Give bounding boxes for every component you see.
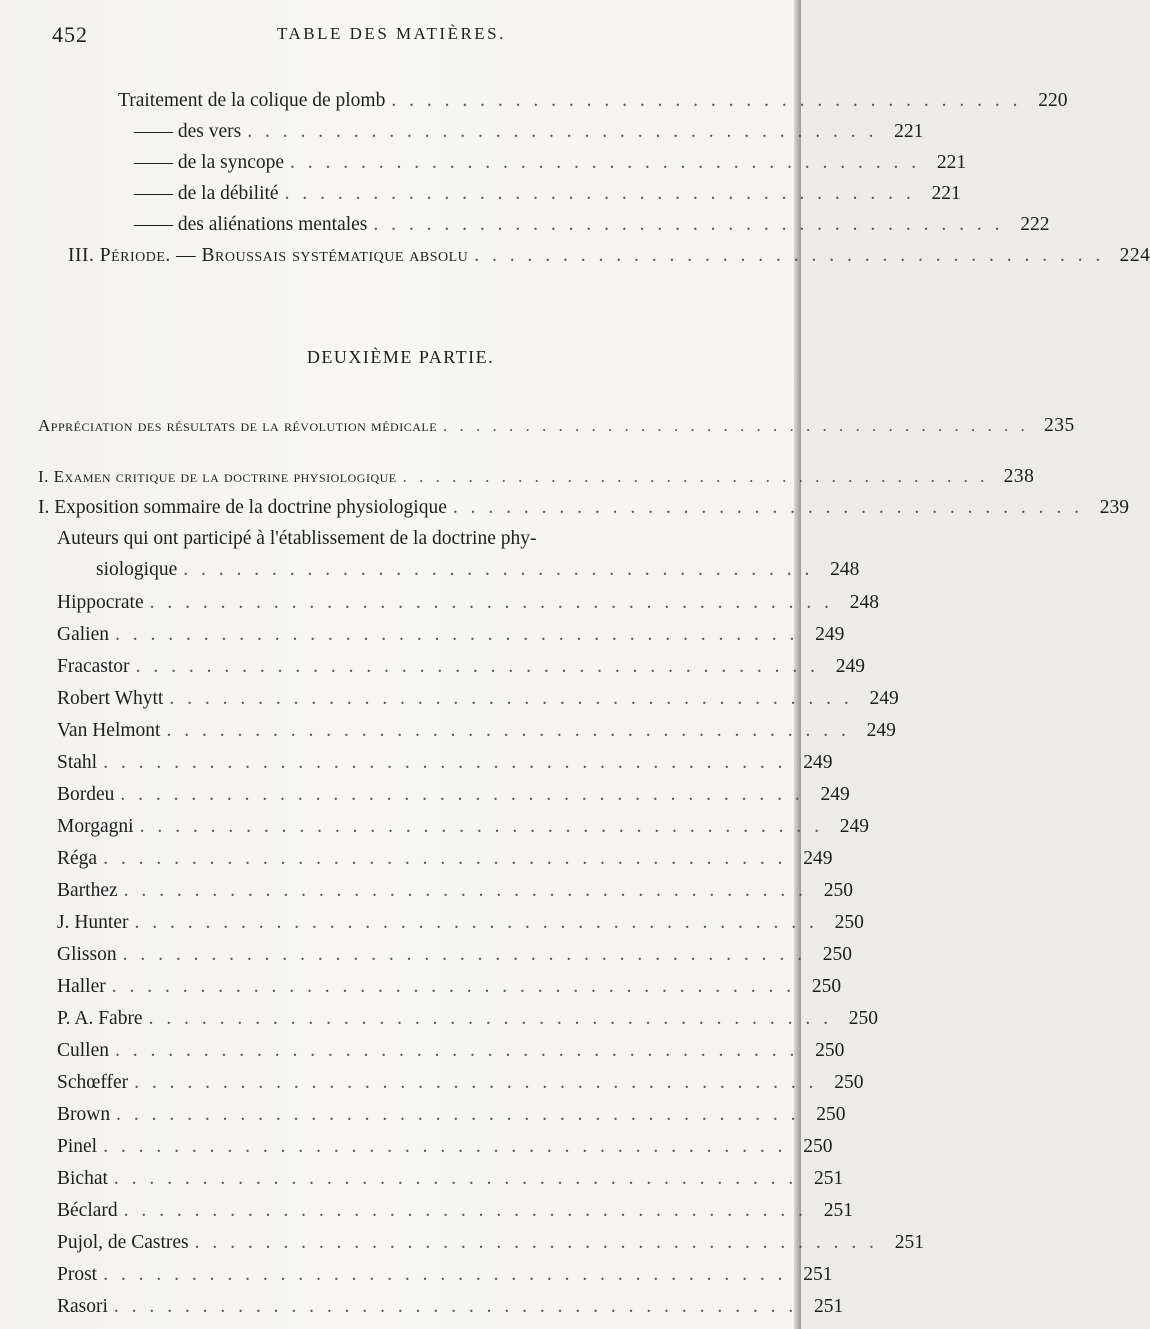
toc-entry	[57, 1200, 854, 1230]
toc-entry	[57, 1104, 846, 1134]
toc-entry-label: Béclard	[57, 1200, 118, 1221]
leader-dots: . . . . . . . . . . . . . . . . . . . . . . . . . . . . . . . . . . . .	[247, 121, 878, 142]
toc-entry-page: 250	[848, 1008, 878, 1029]
toc-entry-subsection	[38, 497, 1130, 527]
page-header	[52, 22, 752, 52]
part-title: DEUXIÈME PARTIE.	[306, 347, 495, 367]
toc-entry-page: 249	[803, 848, 833, 869]
toc-entry-label: Galien	[57, 624, 109, 645]
toc-entry	[134, 183, 961, 213]
toc-entry	[57, 1168, 844, 1198]
toc-entry-label: Glisson	[57, 944, 117, 965]
toc-entry-page: 221	[931, 183, 961, 204]
toc-entry-page: 251	[894, 1232, 924, 1253]
toc-entry-page: 250	[822, 944, 852, 965]
toc-entry-page: 251	[823, 1200, 854, 1221]
leader-dots: . . . . . . . . . . . . . . . . . . . . . . . . . . . . . . . . . . . .	[391, 90, 1022, 111]
leader-dots: . . . . . . . . . . . . . . . . . . . . . . . . . . . . . . . . . . . . . . .	[113, 1296, 798, 1317]
leader-dots: . . . . . . . . . . . . . . . . . . . . . . . . . . . . . . . . . . . .	[373, 214, 1004, 235]
leader-dots: . . . . . . . . . . . . . . . . . . . . . . . . . . . . . . . . . . . . . . .	[122, 944, 806, 965]
toc-entry-section	[38, 466, 1035, 496]
toc-entry-page: 224	[1119, 245, 1150, 266]
toc-entry-page: 250	[816, 1104, 846, 1125]
toc-entry	[57, 624, 845, 654]
toc-entry-page: 249	[820, 784, 850, 805]
leader-dots: . . . . . . . . . . . . . . . . . . . . . . . . . . . . . . . . . . . .	[183, 559, 814, 580]
authors-intro-line	[57, 528, 737, 558]
toc-entry	[57, 656, 865, 686]
toc-entry-label: J. Hunter	[57, 912, 129, 933]
leader-dots: . . . . . . . . . . . . . . . . . . . . . . . . . . . . . . . . . . . . . . .	[103, 1264, 787, 1285]
toc-entry-page: 220	[1038, 90, 1068, 111]
toc-entry	[57, 1008, 878, 1038]
toc-entry-label: Haller	[57, 976, 106, 997]
leader-dots: . . . . . . . . . . . . . . . . . . . . . . . . . . . . . . . . . . . . . . .	[120, 784, 804, 805]
toc-entry-label: Van Helmont	[57, 720, 161, 741]
toc-entry	[57, 720, 896, 750]
toc-entry-label: Pinel	[57, 1136, 98, 1157]
toc-entry	[57, 816, 869, 846]
toc-entry-label: Appréciation des résultats de la révolution médicale	[38, 416, 438, 435]
running-title: TABLE DES MATIÈRES.	[277, 24, 506, 43]
leader-dots: . . . . . . . . . . . . . . . . . . . . . . . . . . . . . . . . . . . . . . .	[123, 1200, 808, 1221]
toc-entry-label: Pujol, de Castres	[57, 1232, 189, 1253]
toc-entry-page: 222	[1020, 214, 1050, 235]
leader-dots: . . . . . . . . . . . . . . . . . . . . . . . . . . . . . . . . . . . . . . .	[149, 592, 834, 613]
toc-entry-page: 238	[1003, 466, 1035, 487]
toc-entry-page: 221	[894, 121, 924, 142]
toc-entry-page: 250	[834, 912, 864, 933]
toc-entry-label: Traitement de la colique de plomb	[118, 90, 386, 111]
leader-dots: . . . . . . . . . . . . . . . . . . . . . . . . . . . . . . . . . . . . . . .	[194, 1232, 878, 1253]
toc-entry	[134, 152, 967, 182]
toc-entry	[57, 912, 864, 942]
toc-entry-label: Auteurs qui ont participé à l'établissement de la doctrine phy-	[57, 528, 537, 549]
toc-entry-label: Fracastor	[57, 656, 130, 677]
toc-entry	[57, 848, 833, 878]
toc-entry-label: Réga	[57, 848, 98, 869]
leader-dots: . . . . . . . . . . . . . . . . . . . . . . . . . . . . . . . . . . . . . . .	[135, 656, 819, 677]
toc-entry	[57, 1296, 844, 1326]
toc-entry-page: 251	[814, 1168, 844, 1189]
leader-dots: . . . . . . . . . . . . . . . . . . . . . . . . . . . . . . . . . . . . . . .	[169, 688, 853, 709]
toc-entry	[57, 944, 852, 974]
toc-entry-label: Morgagni	[57, 816, 134, 837]
toc-entry	[96, 559, 860, 589]
toc-entry	[134, 214, 1050, 244]
toc-entry-page: 249	[866, 720, 896, 741]
toc-entry-label: I. Examen critique de la doctrine physiologique	[38, 467, 397, 486]
leader-dots: . . . . . . . . . . . . . . . . . . . . . . . . . . . . . . . . . . . .	[474, 245, 1105, 266]
page-number: 452	[52, 22, 88, 47]
leader-dots: . . . . . . . . . . . . . . . . . . . . . . . . . . . . . . . . . . . . . . .	[139, 816, 823, 837]
toc-entry	[57, 1232, 924, 1262]
toc-entry-label: Schœffer	[57, 1072, 129, 1093]
toc-entry-page: 251	[814, 1296, 844, 1317]
toc-entry-label: Stahl	[57, 752, 98, 773]
leader-dots: . . . . . . . . . . . . . . . . . . . . . . . . . . . . . . . . . . . .	[284, 183, 915, 204]
leader-dots: . . . . . . . . . . . . . . . . . . . . . . . . . . . . . . . . . . . . . . .	[116, 1104, 800, 1125]
toc-entry-page: 248	[830, 559, 860, 580]
toc-entry-label: Prost	[57, 1264, 98, 1285]
leader-dots: . . . . . . . . . . . . . . . . . . . . . . . . . . . . . . . . . . . . . . .	[111, 976, 796, 997]
toc-entry-label: —— des aliénations mentales	[134, 214, 368, 235]
leader-dots: . . . . . . . . . . . . . . . . . . . . . . . . . . . . . . . . . . . .	[443, 416, 1029, 435]
toc-entry-page: 250	[803, 1136, 833, 1157]
toc-entry-appreciation	[38, 415, 1075, 445]
toc-entry-label: Bichat	[57, 1168, 108, 1189]
toc-entry-page: 249	[803, 752, 833, 773]
toc-entry-page: 250	[811, 976, 842, 997]
toc-entry-label: P. A. Fabre	[57, 1008, 143, 1029]
toc-entry-label: —— des vers	[134, 121, 242, 142]
toc-entry	[134, 121, 924, 151]
leader-dots: . . . . . . . . . . . . . . . . . . . . . . . . . . . . . . . . . . . . . . .	[103, 848, 787, 869]
toc-entry-label: Barthez	[57, 880, 118, 901]
leader-dots: . . . . . . . . . . . . . . . . . . . . . . . . . . . . . . . . . . . . . . .	[114, 624, 799, 645]
toc-entry-label: Hippocrate	[57, 592, 144, 613]
toc-entry-label: Rasori	[57, 1296, 108, 1317]
toc-entry	[57, 1264, 833, 1294]
toc-entry-page: 249	[839, 816, 869, 837]
toc-entry	[57, 880, 854, 910]
toc-entry-label: III. Période. — Broussais systématique absolu	[68, 245, 469, 266]
toc-entry-label: Brown	[57, 1104, 111, 1125]
toc-entry-period	[68, 245, 1150, 275]
leader-dots: . . . . . . . . . . . . . . . . . . . . . . . . . . . . . . . . . . . . . . .	[115, 1040, 799, 1061]
toc-entry-page: 249	[815, 624, 845, 645]
toc-entry	[57, 1040, 845, 1070]
toc-entry	[57, 592, 880, 622]
toc-entry-page: 239	[1099, 497, 1130, 518]
toc-entry-label: Bordeu	[57, 784, 115, 805]
toc-entry-page: 251	[803, 1264, 833, 1285]
leader-dots: . . . . . . . . . . . . . . . . . . . . . . . . . . . . . . . . . . . . . . .	[134, 912, 818, 933]
toc-entry-label: Cullen	[57, 1040, 109, 1061]
toc-entry-label: siologique	[96, 559, 178, 580]
leader-dots: . . . . . . . . . . . . . . . . . . . . . . . . . . . . . . . . . . . . . . .	[166, 720, 850, 741]
toc-entry-page: 249	[835, 656, 865, 677]
leader-dots: . . . . . . . . . . . . . . . . . . . . . . . . . . . . . . . . . . . .	[402, 467, 989, 486]
toc-entry	[57, 752, 833, 782]
toc-entry-page: 248	[849, 592, 880, 613]
leader-dots: . . . . . . . . . . . . . . . . . . . . . . . . . . . . . . . . . . . .	[452, 497, 1084, 518]
toc-entry	[57, 976, 842, 1006]
toc-entry	[57, 1072, 864, 1102]
leader-dots: . . . . . . . . . . . . . . . . . . . . . . . . . . . . . . . . . . . . . . .	[123, 880, 808, 901]
toc-entry-page: 250	[815, 1040, 845, 1061]
toc-entry-label: I. Exposition sommaire de la doctrine physiologique	[38, 497, 447, 518]
toc-entry-label: Robert Whytt	[57, 688, 164, 709]
toc-entry-label: —— de la syncope	[134, 152, 285, 173]
leader-dots: . . . . . . . . . . . . . . . . . . . . . . . . . . . . . . . . . . . . . . .	[103, 752, 787, 773]
toc-entry	[57, 1136, 833, 1166]
toc-entry	[57, 784, 850, 814]
leader-dots: . . . . . . . . . . . . . . . . . . . . . . . . . . . . . . . . . . . . . . .	[113, 1168, 798, 1189]
toc-entry-page: 249	[869, 688, 899, 709]
leader-dots: . . . . . . . . . . . . . . . . . . . . . . . . . . . . . . . . . . . . . . .	[148, 1008, 832, 1029]
toc-entry-page: 235	[1044, 415, 1075, 436]
toc-entry-page: 221	[936, 152, 967, 173]
leader-dots: . . . . . . . . . . . . . . . . . . . . . . . . . . . . . . . . . . . .	[290, 152, 921, 173]
toc-entry	[118, 90, 1068, 120]
toc-entry-page: 250	[823, 880, 854, 901]
leader-dots: . . . . . . . . . . . . . . . . . . . . . . . . . . . . . . . . . . . . . . .	[134, 1072, 818, 1093]
toc-entry-page: 250	[834, 1072, 864, 1093]
toc-entry-label: —— de la débilité	[134, 183, 279, 204]
leader-dots: . . . . . . . . . . . . . . . . . . . . . . . . . . . . . . . . . . . . . . .	[103, 1136, 787, 1157]
toc-entry	[57, 688, 899, 718]
